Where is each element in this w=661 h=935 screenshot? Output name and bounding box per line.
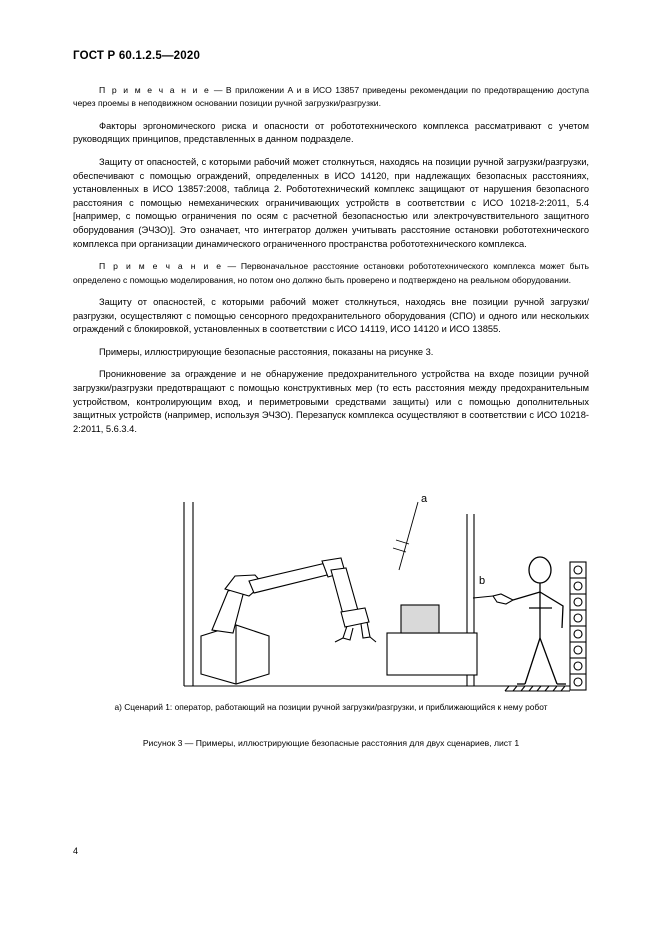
figure-subcaption: a) Сценарий 1: оператор, работающий на позиции ручной загрузки/разгрузки, и приближающийся к нему робот bbox=[114, 702, 548, 712]
body-paragraph: Защиту от опасностей, с которыми рабочий может столкнуться, находясь на позиции ручной загрузки/разгрузки, обеспечивают с помощью ограждений, определенных в ИСО 14120, при надлежащих безопасных расстояниях, установленных в ИСО 13857:2008, таблица 2. Робототехнический комплекс защищают от нарушения безопасного расстояния с помощью немеханических ограничивающих устройств в соответствии с ИСО 10218-2:2011, 5.4 [например, с помощью ограничения по осям с расчетной безопасностью или электрочувствительного защитного оборудования (ЭЧЗО)]. Это означает, что интегратор должен учитывать расстояние остановки робототехнического комплекса при организации динамического ограниченного пространства робототехнического комплекса. bbox=[73, 157, 589, 249]
note-lead: П р и м е ч а н и е bbox=[99, 85, 211, 95]
note-text: — В приложении А и в ИСО 13857 приведены рекомендации по предотвращению доступа через проемы в неподвижном основании позиции ручной загрузки/разгрузки. bbox=[73, 85, 589, 109]
figure-illustration bbox=[73, 488, 589, 708]
figure-caption: Рисунок 3 — Примеры, иллюстрирующие безопасные расстояния для двух сценариев, лист 1 bbox=[142, 738, 520, 748]
document-body bbox=[73, 84, 589, 445]
figure-label-a: a bbox=[421, 493, 428, 505]
body-paragraph: Защиту от опасностей, с которыми рабочий может столкнуться, находясь вне позиции ручной загрузки/разгрузки, осуществляют с помощью сенсорного предохранительного оборудования (СПО) и одного или нескольких ограждений с блокировкой, установленных в соответствии с ИСО 14119, ИСО 14120 и ИСО 13855. bbox=[73, 296, 589, 335]
page-number: 4 bbox=[73, 846, 79, 856]
body-paragraph: Факторы эргономического риска и опасности от робототехнического комплекса рассматривают с учетом руководящих принципов, представленных в данном подразделе. bbox=[73, 120, 589, 145]
figure-label-b: b bbox=[479, 575, 486, 587]
note-text: — Первоначальное расстояние остановки робототехнического комплекса может быть определено с помощью моделирования, но потом оно должно быть проверено и подтверждено на реальном оборудовании. bbox=[73, 261, 590, 285]
note-paragraph bbox=[73, 260, 589, 287]
body-paragraph: Проникновение за ограждение и не обнаружение предохранительного устройства на входе позиции ручной загрузки/разгрузки предотвращают с помощью конструктивных мер (то есть расстояния между предохранительным устройством, контролирующим вход, и периметровыми средствами защиты) или с помощью дополнительных защитных устройств (например, используя ЭЧЗО). Перезапуск комплекса осуществляют в соответствии с ИСО 10218-2:2011, 5.6.3.4. bbox=[73, 369, 589, 434]
body-paragraph: Примеры, иллюстрирующие безопасные расстояния, показаны на рисунке 3. bbox=[99, 346, 434, 357]
standard-header: ГОСТ Р 60.1.2.5—2020 bbox=[73, 50, 201, 62]
robot-cell-diagram bbox=[73, 488, 589, 708]
note-lead: П р и м е ч а н и е bbox=[99, 261, 223, 272]
note-paragraph bbox=[73, 84, 589, 111]
